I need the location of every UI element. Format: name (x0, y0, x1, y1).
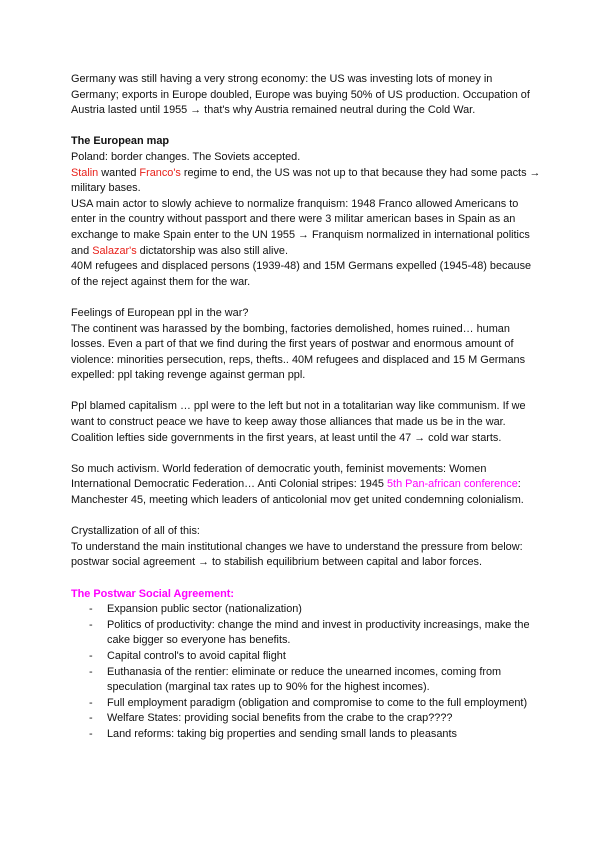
paragraph-poland: Poland: border changes. The Soviets accepted. (71, 150, 301, 163)
document-page (71, 72, 541, 743)
list-item (71, 602, 541, 618)
list-item-text: Land reforms: taking big properties and sending small lands to pleasants (107, 727, 457, 740)
list-item-text: Full employment paradigm (obligation and compromise to come to the full employment) (107, 696, 528, 709)
list-item (71, 618, 541, 649)
spacer (71, 509, 541, 525)
spacer (71, 571, 541, 587)
list-item-text: Politics of productivity: change the mind and invest in productivity increasings, make the cake bigger so everyone has benefits. (107, 618, 530, 647)
paragraph-stalin-franco (71, 166, 541, 197)
paragraph-activism (71, 462, 541, 509)
list-item-text: Euthanasia of the rentier: eliminate or reduce the unearned incomes, coming from speculation (marginal tax rates up to 90% for the highest incomes). (107, 665, 502, 694)
bullet-dash: - (89, 665, 93, 678)
list-item-text: Expansion public sector (nationalization) (107, 603, 302, 616)
list-item (71, 649, 541, 665)
bullet-dash: - (89, 649, 93, 662)
list-item (71, 711, 541, 727)
paragraph-refugees: 40M refugees and displaced persons (1939-48) and 15M Germans expelled (1945-48) because of the reject against them for the war. (71, 260, 532, 288)
list-item (71, 727, 541, 743)
paragraph-feelings-question: Feelings of European ppl in the war? (71, 306, 249, 319)
paragraph-coalition: Coalition lefties side governments in the first years, at least until the 47 → cold war starts. (71, 431, 502, 444)
name-stalin: Stalin (71, 166, 99, 179)
bullet-dash: - (89, 603, 93, 616)
text-usa-start: USA main actor to slowly achieve to normalize franquism: 1948 Franco allowed Americans to enter in the country without passport and there were 3 militar american bases in Spain as an exchange to make Spain enter to the UN 1955 → Franquism normalized in international politics and (71, 197, 530, 257)
spacer (71, 119, 541, 135)
bullet-dash: - (89, 618, 93, 631)
section-title-european-map: The European map (71, 135, 170, 148)
text-regime: regime to end, the US was not up to that because they had some pacts → military bases. (71, 166, 541, 195)
bullet-dash: - (89, 712, 93, 725)
text-activism-end: : Manchester 45, meeting which leaders of anticolonial mov get united condemning colonialism. (71, 478, 524, 507)
list-item (71, 696, 541, 712)
section-title-postwar-agreement: The Postwar Social Agreement: (71, 587, 234, 600)
paragraph-usa-franquism (71, 197, 541, 259)
bullet-dash: - (89, 696, 93, 709)
spacer (71, 446, 541, 462)
paragraph-institutional-changes: To understand the main institutional changes we have to understand the pressure from below: postwar social agreement → to stabilish equilibrium between capital and labor forces. (71, 540, 523, 569)
spacer (71, 290, 541, 306)
name-salazar: Salazar's (92, 244, 137, 257)
name-franco: Franco's (139, 166, 181, 179)
bullet-dash: - (89, 727, 93, 740)
list-item (71, 665, 541, 696)
paragraph-continent-harassed: The continent was harassed by the bombing, factories demolished, homes ruined… human losses. Even a part of that we find during the first years of postwar and enormous amount of violence: minorities persecution, reps, thefts.. 40M refugees and displaced and 15 M Germans expelled: ppl taking revenge against german ppl. (71, 322, 526, 382)
paragraph-crystallization: Crystallization of all of this: (71, 525, 200, 538)
link-pan-african-conference[interactable]: 5th Pan-african conference (387, 478, 518, 491)
text-activism-start: So much activism. World federation of democratic youth, feminist movements: Women International Democratic Federation… Anti Colonial stripes: 1945 (71, 462, 487, 491)
postwar-agreement-list (71, 602, 541, 742)
text-wanted: wanted (98, 166, 140, 179)
list-item-text: Capital control's to avoid capital flight (107, 649, 286, 662)
list-item-text: Welfare States: providing social benefits from the crabe to the crap???? (107, 712, 453, 725)
text-dictatorship: dictatorship was also still alive. (136, 244, 288, 257)
paragraph-blamed-capitalism: Ppl blamed capitalism … ppl were to the left but not in a totalitarian way like communism. If we want to construct peace we have to keep away those alliances that made us be in the war. (71, 400, 526, 429)
spacer (71, 384, 541, 400)
paragraph-germany-economy: Germany was still having a very strong economy: the US was investing lots of money in Germany; exports in Europe doubled, Europe was buying 50% of US production. Occupation of Austria lasted until 1955 → that's why Austria remained neutral during the Cold War. (71, 73, 530, 117)
